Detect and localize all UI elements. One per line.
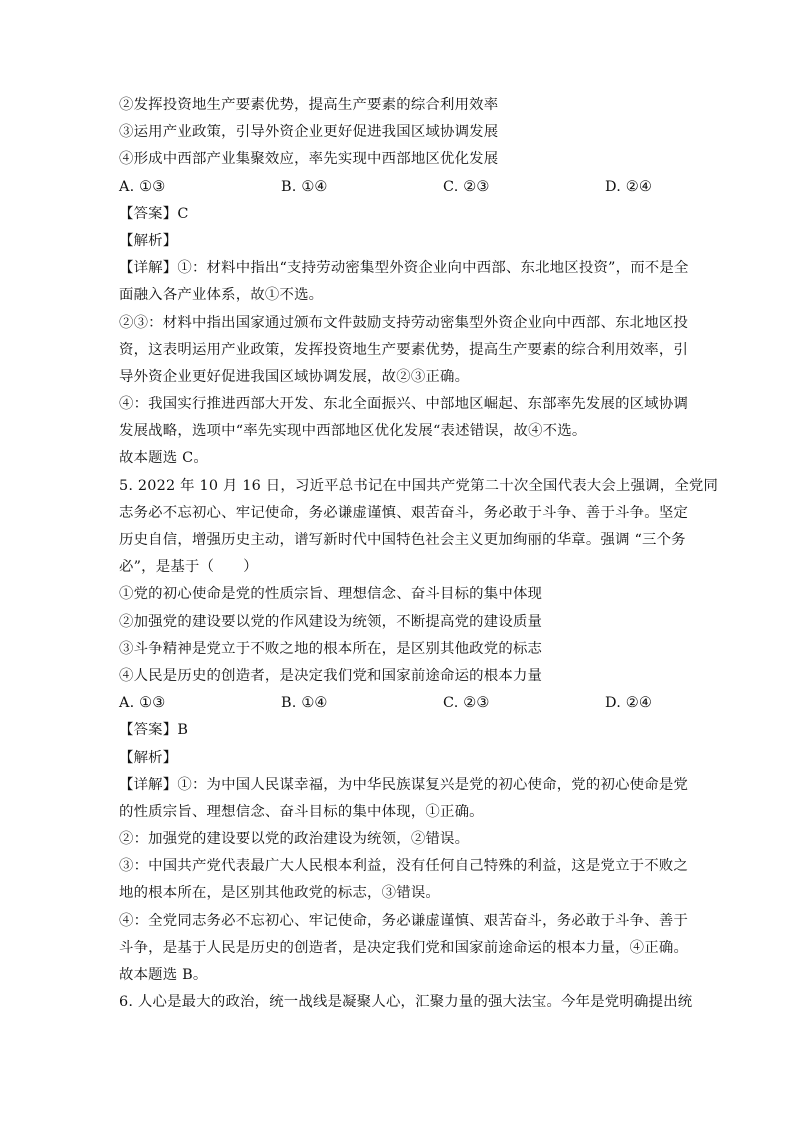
q5-options [119,690,679,717]
q4-analysis-line: 导外资企业更好促进我国区域协调发展，故②③正确。 [119,368,470,385]
q5-conclusion: 故本题选 B。 [119,967,208,983]
q4-option-b: B. ①④ [281,178,328,195]
q4-option-a: A. ①③ [119,178,166,195]
q4-analysis-line: ④：我国实行推进西部大开发、东北全面振兴、中部地区崛起、东部率先发展的区域协调 [119,396,689,413]
q5-option-c: C. ②③ [443,695,490,712]
q5-option-b: B. ①④ [281,695,328,712]
q4-analysis [119,255,689,473]
q5-stem [119,473,719,582]
q5-analysis-line: 斗争，是基于人民是历史的创造者，是决定我们党和国家前途命运的根本力量，④正确。 [119,939,689,956]
q4-answer: 【答案】C [119,205,189,222]
q4-options [119,174,679,201]
q4-analysis-line: ②③：材料中指出国家通过颁布文件鼓励支持劳动密集型外资企业向中西部、东北地区投 [119,314,689,331]
q4-choice-3: ③运用产业政策，引导外资企业更好促进我国区域协调发展 [119,124,499,141]
q5-analysis-line: 地的根本所在，是区别其他政党的标志，③错误。 [119,885,440,902]
q5-analysis-line: ④：全党同志务必不忘初心、牢记使命，务必谦虚谨慎、艰苦奋斗，务必敢于斗争、善于 [119,912,689,929]
q5-analysis [119,772,689,990]
q5-choice-1: ①党的初心使命是党的性质宗旨、理想信念、奋斗目标的集中体现 [119,586,543,603]
page-content [119,92,719,1016]
q5-stem-line: 5. 2022 年 10 月 16 日，习近平总书记在中国共产党第二十次全国代表大会上强调，全党同 [119,477,719,494]
q5-choices [119,581,679,690]
q4-conclusion: 故本题选 C。 [119,450,208,467]
q4-analysis-line: 【详解】①：材料中指出“支持劳动密集型外资企业向中西部、东北地区投资”，而不是全 [119,260,689,277]
q5-choice-4: ④人民是历史的创造者，是决定我们党和国家前途命运的根本力量 [119,667,543,684]
q6-stem-line: 6. 人心是最大的政治，统一战线是凝聚人心，汇聚力量的强大法宝。今年是党明确提出统 [119,994,693,1011]
q5-choice-2: ②加强党的建设要以党的作风建设为统领，不断提高党的建设质量 [119,613,543,630]
q4-analysis-line: 资，这表明运用产业政策，发挥投资地生产要素优势，提高生产要素的综合利用效率，引 [119,341,689,358]
q4-choice-2: ②发挥投资地生产要素优势，提高生产要素的综合利用效率 [119,97,499,113]
q5-analysis-line: ②：加强党的建设要以党的政治建设为统领，②错误。 [119,831,470,848]
q5-analysis-line: ③：中国共产党代表最广大人民根本利益，没有任何自己特殊的利益，这是党立于不败之 [119,858,689,875]
q5-option-a: A. ①③ [119,695,166,712]
q5-option-d: D. ②④ [605,695,652,712]
q6-stem [119,989,693,1016]
q5-stem-line: 志务必不忘初心、牢记使命，务必谦虚谨慎、艰苦奋斗，务必敢于斗争、善于斗争。坚定 [119,504,689,521]
q5-analysis-heading: 【解析】 [119,749,178,766]
q5-analysis-line: 的性质宗旨、理想信念、奋斗目标的集中体现，①正确。 [119,803,484,820]
q5-answer: 【答案】B [119,722,189,739]
q4-option-c: C. ②③ [443,178,490,195]
q5-stem-line: 历史自信，增强历史主动，谱写新时代中国特色社会主义更加绚丽的华章。强调 “三个务 [119,532,686,548]
q4-analysis-line: 发展战略，选项中“率先实现中西部地区优化发展“表述错误，故④不选。 [119,423,587,440]
q4-option-d: D. ②④ [605,178,652,195]
q4-choice-4: ④形成中西部产业集聚效应，率先实现中西部地区优化发展 [119,151,499,168]
q5-analysis-line: 【详解】①：为中国人民谋幸福，为中华民族谋复兴是党的初心使命，党的初心使命是党 [119,776,689,793]
q5-stem-line: 必”，是基于（ ） [119,559,258,576]
q4-analysis-heading: 【解析】 [119,232,178,249]
q4-analysis-line: 面融入各产业体系，故①不选。 [119,287,324,304]
q5-choice-3: ③斗争精神是党立于不败之地的根本所在，是区别其他政党的标志 [119,640,543,657]
q4-choices [119,92,679,174]
